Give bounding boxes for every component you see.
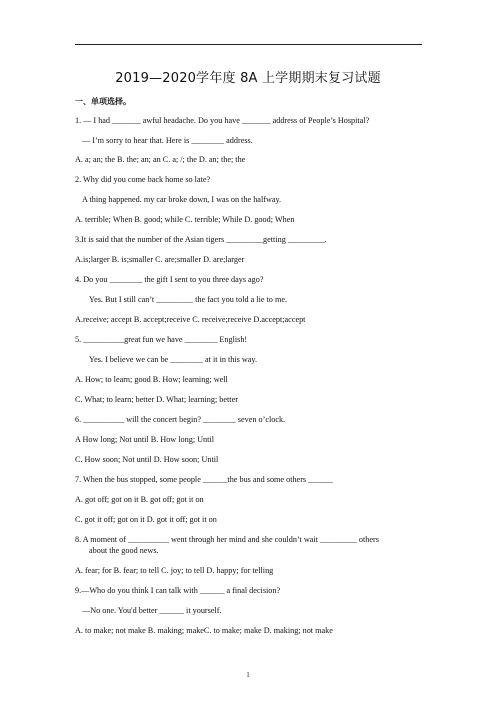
question-line: C. got it off; got on it D. got it off; got it on bbox=[75, 515, 217, 524]
question-line: A. How; to learn; good B. How; learning; well bbox=[75, 375, 228, 384]
question-line: A thing happened. my car broke down, I was on the halfway. bbox=[82, 195, 282, 204]
question-line: A. a; an; the B. the; an; an C. a; /; the D. an; the; the bbox=[75, 155, 246, 164]
question-line: A How long; Not until B. How long; Until bbox=[75, 435, 214, 444]
question-line: 8. A moment of __________ went through her mind and she couldn’t wait _________ others bbox=[75, 535, 379, 544]
question-line: A.is;larger B. is;smaller C. are;smaller D. are;larger bbox=[75, 255, 245, 264]
question-line: —No one. You'd better ______ it yourself. bbox=[82, 606, 222, 615]
question-line: — I’m sorry to hear that. Here is ________ address. bbox=[82, 136, 253, 145]
question-line: A. got off; got on it B. got off; got it on bbox=[75, 495, 204, 504]
question-line: A.receive; accept B. accept;receive C. receive;receive D.accept;accept bbox=[75, 315, 306, 324]
question-line: A. to make; not make B. making; makeC. to make; make D. making; not make bbox=[75, 626, 333, 635]
question-line: 4. Do you ________ the gift I sent to you three days ago? bbox=[75, 275, 264, 284]
section-heading: 一、单项选择。 bbox=[75, 97, 131, 106]
question-line: A. fear; for B. fear; to tell C. joy; to tell D. happy; for telling bbox=[75, 566, 274, 575]
question-line: 6. __________ will the concert begin? ________ seven o’clock. bbox=[75, 415, 286, 424]
page-number: 1 bbox=[246, 671, 250, 679]
question-line: 3.It is said that the number of the Asian tigers _________getting _________. bbox=[75, 235, 327, 244]
question-line: 5. __________great fun we have ________ English! bbox=[75, 335, 248, 344]
question-line: Yes. But I still can’t _________ the fact you told a lie to me. bbox=[89, 295, 287, 304]
question-line: 9.—Who do you think I can talk with ______ a final decision? bbox=[75, 586, 281, 595]
question-line: Yes. I believe we can be ________ at it in this way. bbox=[89, 355, 258, 364]
question-line: C. How soon; Not until D. How soon; Until bbox=[75, 455, 219, 464]
question-line: about the good news. bbox=[89, 546, 159, 555]
header-rule bbox=[75, 44, 422, 45]
question-line: A. terrible; When B. good; while C. terrible; While D. good; When bbox=[75, 215, 295, 224]
page-title: 2019—2020学年度 8A 上学期期末复习试题 bbox=[115, 71, 381, 86]
question-line: 7. When the bus stopped, some people ______the bus and some others ______ bbox=[75, 475, 333, 484]
question-line: 1. — I had _______ awful headache. Do you have _______ address of People’s Hospital? bbox=[75, 116, 370, 125]
question-line: C. What; to learn; better D. What; learning; better bbox=[75, 395, 238, 404]
question-line: 2. Why did you come back home so late? bbox=[75, 175, 211, 184]
